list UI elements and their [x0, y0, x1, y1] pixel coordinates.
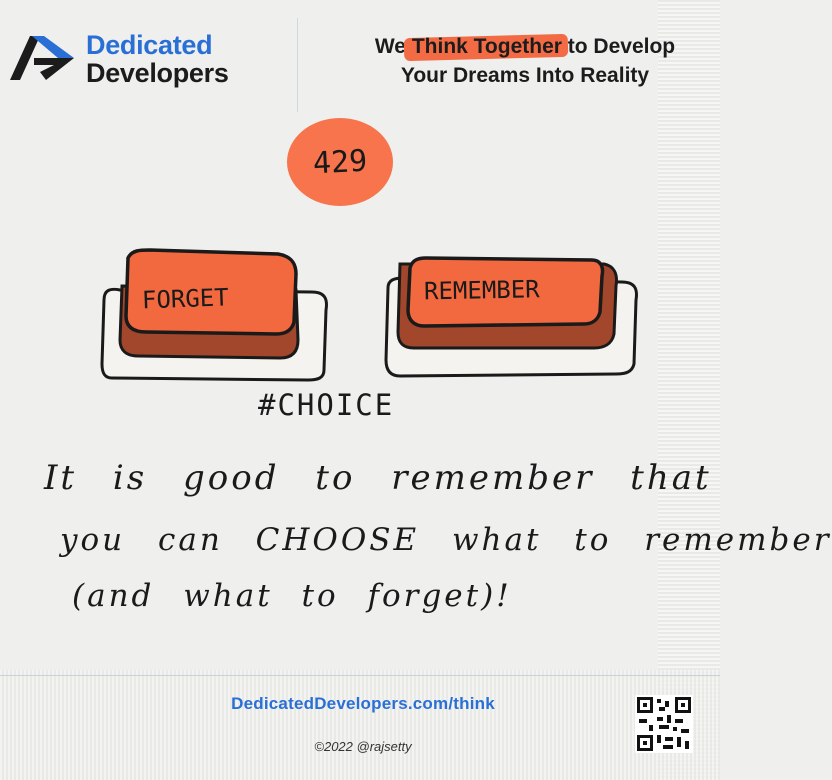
- napkin-bottom-texture: [0, 670, 720, 780]
- message-line-1: It is good to remember that: [44, 458, 712, 498]
- footer-link[interactable]: DedicatedDevelopers.com/think: [231, 694, 495, 713]
- brand-name-line2: Developers: [86, 58, 229, 88]
- tagline-line1: [330, 32, 720, 61]
- tagline: [330, 32, 720, 90]
- message-line-3: (and what to forget)!: [72, 578, 512, 614]
- tagline-prefix: We: [374, 35, 412, 58]
- logo-mark-icon: [10, 32, 78, 82]
- card-number: 429: [312, 143, 368, 181]
- card-number-badge: [287, 118, 393, 206]
- tagline-line2: Your Dreams Into Reality: [400, 64, 650, 87]
- brand-name-line1: Dedicated: [86, 30, 213, 60]
- footer-divider: [0, 675, 720, 676]
- tagline-suffix: to Develop: [561, 35, 676, 58]
- remember-button-label: REMEMBER: [423, 275, 540, 306]
- buttons-illustration: [0, 230, 720, 390]
- hashtag-choice: #CHOICE: [258, 388, 395, 422]
- tagline-highlight: Think Together: [412, 32, 562, 61]
- copyright-text: ©2022 @rajsetty: [314, 739, 412, 754]
- forget-button-drawing: [102, 250, 326, 380]
- qr-code-icon[interactable]: [635, 695, 693, 753]
- brand-logo[interactable]: [10, 30, 250, 90]
- header-divider: [297, 18, 298, 112]
- message-line-2: you can CHOOSE what to remember: [60, 522, 832, 558]
- forget-button-label: FORGET: [141, 283, 230, 315]
- napkin-edge-texture: [658, 0, 720, 780]
